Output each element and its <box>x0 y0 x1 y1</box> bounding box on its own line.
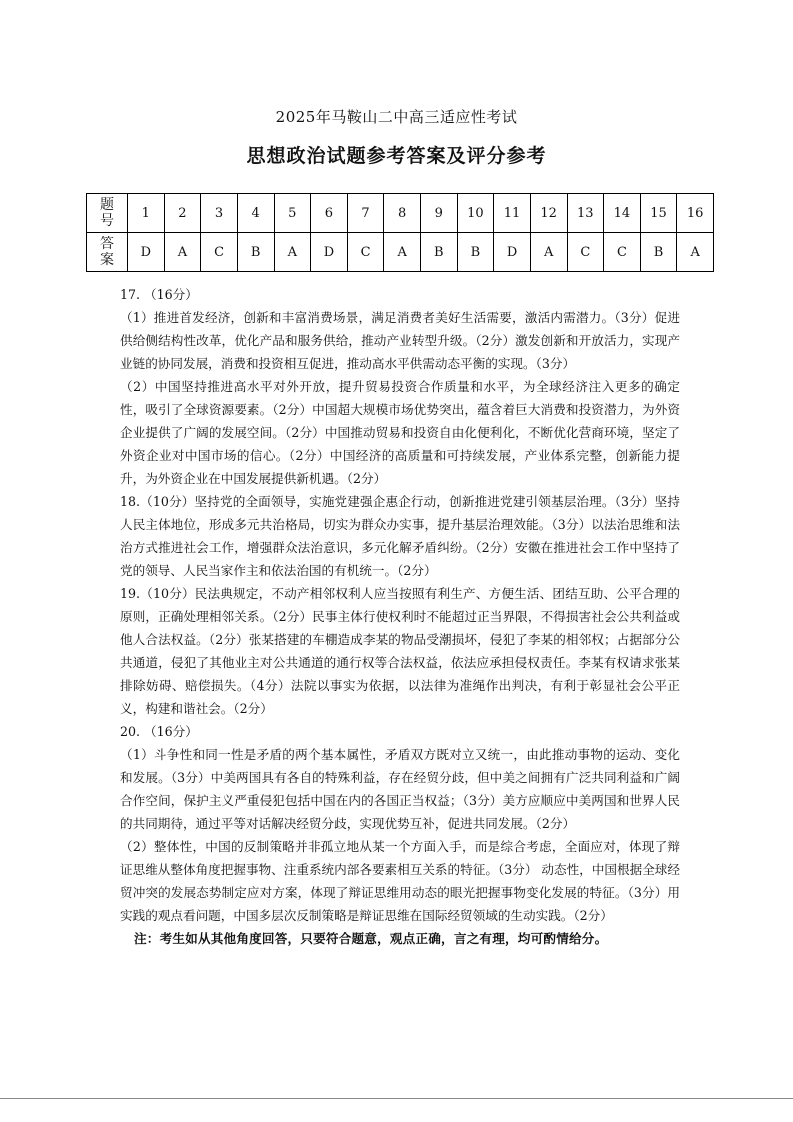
question-number-cell: 4 <box>237 194 274 233</box>
question-number-cell: 5 <box>274 194 311 233</box>
answer-cell: A <box>530 233 567 272</box>
question-number-cell: 9 <box>421 194 458 233</box>
question-number-cell: 3 <box>201 194 238 233</box>
question-number-cell: 13 <box>567 194 604 233</box>
exam-title: 2025年马鞍山二中高三适应性考试 <box>275 108 518 126</box>
footer-divider <box>0 1098 793 1099</box>
answer-cell: A <box>384 233 421 272</box>
question-17-heading: 17. （16分） <box>120 287 198 302</box>
document-subtitle: 思想政治试题参考答案及评分参考 <box>246 145 547 167</box>
answer-cell: C <box>201 233 238 272</box>
question-number-cell: 16 <box>677 194 714 233</box>
question-number-cell: 8 <box>384 194 421 233</box>
answer-cell: A <box>677 233 714 272</box>
question-number-header: 题 号 <box>87 194 128 233</box>
question-17-part-1: （1）推进首发经济，创新和丰富消费场景，满足消费者美好生活需要，激活内需潜力。（3分）促进供给侧结构性改革，优化产品和服务供给，推动产业转型升级。（2分）激发创新和开放活力，实现产业链的协同发展，消费和投资相互促进，推动高水平供需动态平衡的实现。（3分） <box>120 310 680 371</box>
question-17-part-2: （2）中国坚持推进高水平对外开放，提升贸易投资合作质量和水平，为全球经济注入更多的确定性，吸引了全球资源要素。（2分）中国超大规模市场优势突出，蕴含着巨大消费和投资潜力，为外资企业提供了广阔的发展空间。（2分）中国推动贸易和投资自由化便利化，不断优化营商环境，坚定了外资企业对中国市场的信心。（2分）中国经济的高质量和可持续发展，产业体系完整，创新能力提升，为外资企业在中国发展提供新机遇。（2分） <box>120 379 680 486</box>
question-number-cell: 1 <box>128 194 165 233</box>
question-number-cell: 15 <box>640 194 677 233</box>
answer-cell: B <box>421 233 458 272</box>
question-number-cell: 12 <box>530 194 567 233</box>
answer-cell: A <box>164 233 201 272</box>
answer-cell: B <box>237 233 274 272</box>
question-number-cell: 2 <box>164 194 201 233</box>
answer-row <box>87 233 714 272</box>
question-number-row <box>87 194 714 233</box>
question-number-cell: 14 <box>604 194 641 233</box>
question-20-part-1: （1）斗争性和同一性是矛盾的两个基本属性，矛盾双方既对立又统一，由此推动事物的运动、变化和发展。（3分）中美两国具有各自的特殊利益，存在经贸分歧，但中美之间拥有广泛共同利益和广阔合作空间，保护主义严重侵犯包括中国在内的各国正当权益；（3分）美方应顺应中美两国和世界人民的共同期待，通过平等对话解决经贸分歧，实现优势互补，促进共同发展。（2分） <box>120 747 680 831</box>
answer-cell: B <box>457 233 494 272</box>
answer-cell: D <box>494 233 531 272</box>
question-20-part-2: （2）整体性，中国的反制策略并非孤立地从某一个方面入手，而是综合考虑，全面应对，体现了辩证思维从整体角度把握事物、注重系统内部各要素相互关系的特征。（3分） 动态性，中国根据全球经贸冲突的发展态势制定应对方案，体现了辩证思维用动态的眼光把握事物变化发展的特征。（3分）用实践的观点看问题，中国多层次反制策略是辩证思维在国际经贸领域的生动实践。（2分） <box>120 839 680 923</box>
question-19-answer: 19.（10分）民法典规定，不动产相邻权利人应当按照有利生产、方便生活、团结互助、公平合理的原则，正确处理相邻关系。（2分）民事主体行使权利时不能超过正当界限，不得损害社会公共利益或他人合法权益。（2分）张某搭建的车棚造成李某的物品受潮损坏，侵犯了李某的相邻权；占据部分公共通道，侵犯了其他业主对公共通道的通行权等合法权益，依法应承担侵权责任。李某有权请求张某排除妨碍、赔偿损失。（4分）法院以事实为依据，以法律为准绳作出判决，有利于彰显社会公平正义，构建和谐社会。（2分） <box>120 586 680 716</box>
answer-cell: A <box>274 233 311 272</box>
answer-cell: B <box>640 233 677 272</box>
grading-note: 注：考生如从其他角度回答，只要符合题意，观点正确，言之有理，均可酌情给分。 <box>134 931 608 946</box>
answer-cell: D <box>128 233 165 272</box>
answer-cell: C <box>347 233 384 272</box>
question-number-cell: 10 <box>457 194 494 233</box>
answer-header: 答 案 <box>87 233 128 272</box>
answer-cell: C <box>567 233 604 272</box>
answer-cell: D <box>311 233 348 272</box>
question-20-heading: 20. （16分） <box>120 724 198 739</box>
question-18-answer: 18.（10分）坚持党的全面领导，实施党建强企惠企行动，创新推进党建引领基层治理。（3分）坚持人民主体地位，形成多元共治格局，切实为群众办实事，提升基层治理效能。（3分）以法治思维和法治方式推进社会工作，增强群众法治意识，多元化解矛盾纠纷。（2分）安徽在推进社会工作中坚持了党的领导、人民当家作主和依法治国的有机统一。（2分） <box>120 494 680 578</box>
question-number-cell: 7 <box>347 194 384 233</box>
question-number-cell: 6 <box>311 194 348 233</box>
answer-content <box>120 283 680 950</box>
question-number-cell: 11 <box>494 194 531 233</box>
answer-cell: C <box>604 233 641 272</box>
answer-table <box>86 193 714 272</box>
